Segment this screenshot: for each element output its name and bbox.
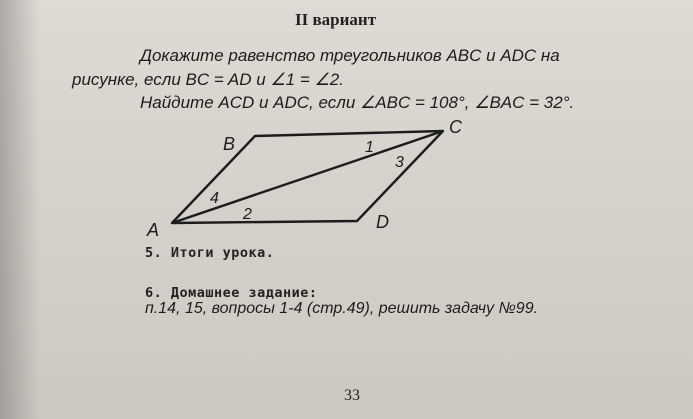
section-5-summary: 5. Итоги урока.: [145, 245, 275, 261]
diagonal-ac: [172, 131, 443, 223]
vertex-label-b: B: [223, 134, 236, 154]
vertex-label-c: C: [449, 117, 462, 137]
task-line-2: рисунке, если BC = AD и ∠1 = ∠2.: [72, 70, 344, 89]
angle-label-3: 3: [395, 154, 404, 171]
angle-label-2: 2: [243, 206, 252, 223]
angle-label-1: 1: [365, 139, 374, 156]
variant-heading: II вариант: [295, 10, 377, 29]
vertex-label-a: A: [147, 220, 160, 240]
vertex-label-d: D: [376, 212, 389, 232]
homework-text: п.14, 15, вопросы 1-4 (стр.49), решить задачу №99.: [145, 300, 539, 317]
task-line-3: Найдите ACD и ADC, если ∠ABC = 108°, ∠BAC = 32°.: [140, 93, 575, 112]
task-line-1: Докажите равенство треугольников ABC и ADC на: [140, 46, 560, 65]
angle-label-4: 4: [210, 190, 219, 207]
section-6-title: 6. Домашнее задание:: [145, 285, 318, 301]
page-number: 33: [344, 387, 360, 404]
